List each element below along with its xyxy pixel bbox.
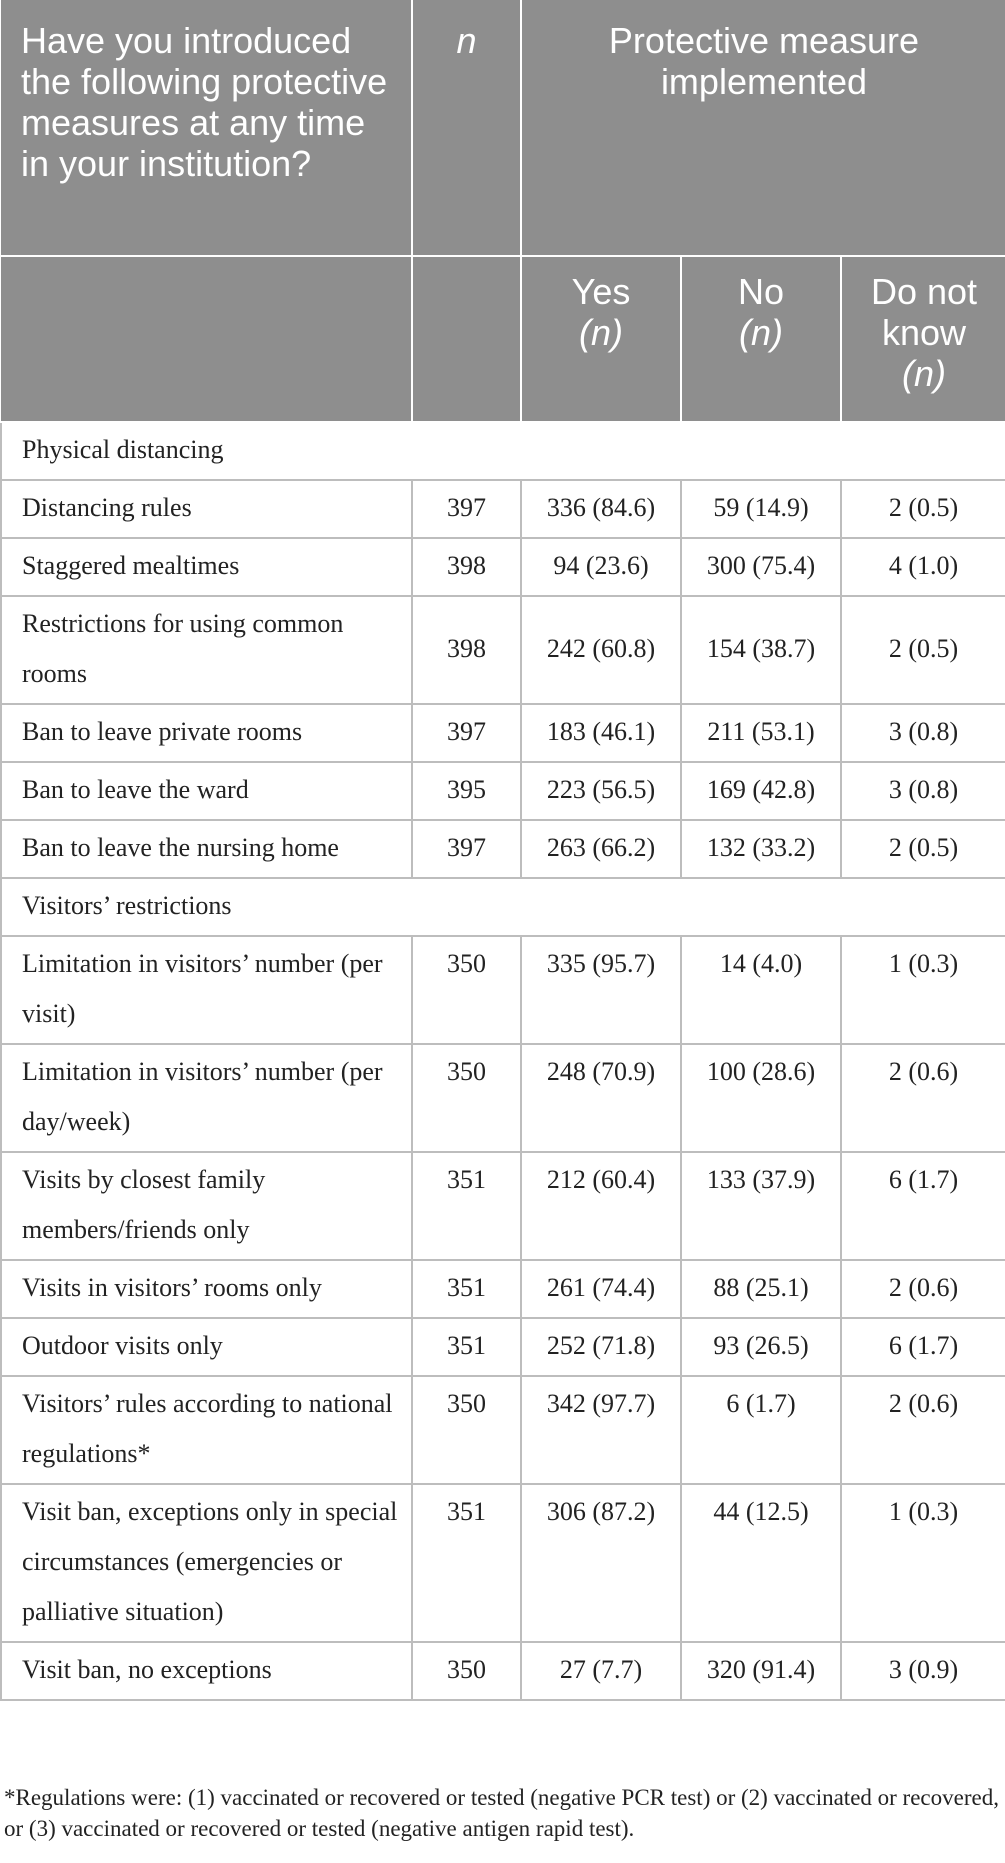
no-value: 154 (38.7) (681, 596, 841, 704)
n-value: 350 (412, 1376, 521, 1484)
table-footnote: *Regulations were: (1) vaccinated or recovered or tested (negative PCR test) or (2) vaccinated or recovered, or (3) vaccinated or recovered or tested (negative antigen rapid test). (4, 1785, 999, 1841)
n-value: 351 (412, 1318, 521, 1376)
yes-value: 248 (70.9) (521, 1044, 681, 1152)
dnk-value: 1 (0.3) (841, 1484, 1005, 1642)
table-row (1, 596, 1005, 704)
dnk-value: 2 (0.5) (841, 596, 1005, 704)
measure-label: Restrictions for using common rooms (1, 596, 412, 704)
n-value: 351 (412, 1260, 521, 1318)
no-value: 133 (37.9) (681, 1152, 841, 1260)
no-value: 6 (1.7) (681, 1376, 841, 1484)
dnk-label: Do not know (870, 271, 978, 353)
measure-label: Limitation in visitors’ number (per visit) (1, 936, 412, 1044)
no-value: 14 (4.0) (681, 936, 841, 1044)
n-column-header: n (412, 0, 521, 256)
dnk-value: 2 (0.5) (841, 480, 1005, 538)
no-value: 211 (53.1) (681, 704, 841, 762)
n-value: 351 (412, 1484, 521, 1642)
measure-label: Visits by closest family members/friends only (1, 1152, 412, 1260)
table-row (1, 1484, 1005, 1642)
measure-label: Ban to leave private rooms (1, 704, 412, 762)
measure-label: Visitors’ rules according to national regulations* (1, 1376, 412, 1484)
n-value: 395 (412, 762, 521, 820)
no-value: 44 (12.5) (681, 1484, 841, 1642)
yes-value: 342 (97.7) (521, 1376, 681, 1484)
no-value: 88 (25.1) (681, 1260, 841, 1318)
no-label: No (737, 271, 785, 312)
yes-value: 252 (71.8) (521, 1318, 681, 1376)
table-row (1, 762, 1005, 820)
question-header: Have you introduced the following protective measures at any time in your institution? (1, 0, 412, 256)
n-value: 350 (412, 1642, 521, 1700)
section-row (1, 878, 1005, 936)
dnk-value: 2 (0.6) (841, 1376, 1005, 1484)
section-row (1, 422, 1005, 480)
dnk-value: 6 (1.7) (841, 1318, 1005, 1376)
dnk-value: 1 (0.3) (841, 936, 1005, 1044)
table-header (1, 0, 1005, 422)
yes-column-header (521, 256, 681, 422)
no-value: 169 (42.8) (681, 762, 841, 820)
table-row (1, 1044, 1005, 1152)
table-row (1, 480, 1005, 538)
no-column-header (681, 256, 841, 422)
dnk-value: 2 (0.6) (841, 1260, 1005, 1318)
measure-label: Limitation in visitors’ number (per day/week) (1, 1044, 412, 1152)
dnk-unit: (n) (902, 353, 946, 394)
table-row (1, 1642, 1005, 1700)
yes-label: Yes (571, 271, 631, 312)
no-value: 132 (33.2) (681, 820, 841, 878)
section-heading: Visitors’ restrictions (1, 878, 1005, 936)
table-row (1, 704, 1005, 762)
n-value: 398 (412, 596, 521, 704)
measure-label: Visits in visitors’ rooms only (1, 1260, 412, 1318)
table-row (1, 538, 1005, 596)
n-value: 350 (412, 1044, 521, 1152)
n-value: 397 (412, 820, 521, 878)
no-unit: (n) (739, 312, 783, 353)
empty-header-cell (1, 256, 412, 422)
table-row (1, 1376, 1005, 1484)
table-row (1, 1152, 1005, 1260)
yes-value: 306 (87.2) (521, 1484, 681, 1642)
measure-label: Visit ban, no exceptions (1, 1642, 412, 1700)
dnk-value: 4 (1.0) (841, 538, 1005, 596)
no-value: 300 (75.4) (681, 538, 841, 596)
dnk-value: 3 (0.9) (841, 1642, 1005, 1700)
yes-value: 223 (56.5) (521, 762, 681, 820)
dnk-value: 6 (1.7) (841, 1152, 1005, 1260)
measure-label: Distancing rules (1, 480, 412, 538)
dnk-value: 2 (0.5) (841, 820, 1005, 878)
empty-header-cell (412, 256, 521, 422)
yes-value: 94 (23.6) (521, 538, 681, 596)
yes-value: 335 (95.7) (521, 936, 681, 1044)
table-row (1, 936, 1005, 1044)
no-value: 93 (26.5) (681, 1318, 841, 1376)
yes-value: 183 (46.1) (521, 704, 681, 762)
yes-value: 336 (84.6) (521, 480, 681, 538)
table-body (1, 422, 1005, 1700)
yes-value: 261 (74.4) (521, 1260, 681, 1318)
no-value: 59 (14.9) (681, 480, 841, 538)
measure-label: Visit ban, exceptions only in special circumstances (emergencies or palliative situation) (1, 1484, 412, 1642)
table-row (1, 820, 1005, 878)
yes-value: 27 (7.7) (521, 1642, 681, 1700)
dnk-value: 3 (0.8) (841, 762, 1005, 820)
n-value: 351 (412, 1152, 521, 1260)
n-value: 397 (412, 704, 521, 762)
table-row (1, 1260, 1005, 1318)
yes-unit: (n) (579, 312, 623, 353)
n-value: 350 (412, 936, 521, 1044)
yes-value: 242 (60.8) (521, 596, 681, 704)
n-value: 398 (412, 538, 521, 596)
no-value: 320 (91.4) (681, 1642, 841, 1700)
dnk-column-header (841, 256, 1005, 422)
table-row (1, 1318, 1005, 1376)
section-heading: Physical distancing (1, 422, 1005, 480)
measure-group-header: Protective measure implemented (521, 0, 1005, 256)
n-value: 397 (412, 480, 521, 538)
yes-value: 263 (66.2) (521, 820, 681, 878)
measure-label: Ban to leave the ward (1, 762, 412, 820)
measure-label: Outdoor visits only (1, 1318, 412, 1376)
measure-label: Staggered mealtimes (1, 538, 412, 596)
yes-value: 212 (60.4) (521, 1152, 681, 1260)
no-value: 100 (28.6) (681, 1044, 841, 1152)
dnk-value: 2 (0.6) (841, 1044, 1005, 1152)
dnk-value: 3 (0.8) (841, 704, 1005, 762)
measure-label: Ban to leave the nursing home (1, 820, 412, 878)
